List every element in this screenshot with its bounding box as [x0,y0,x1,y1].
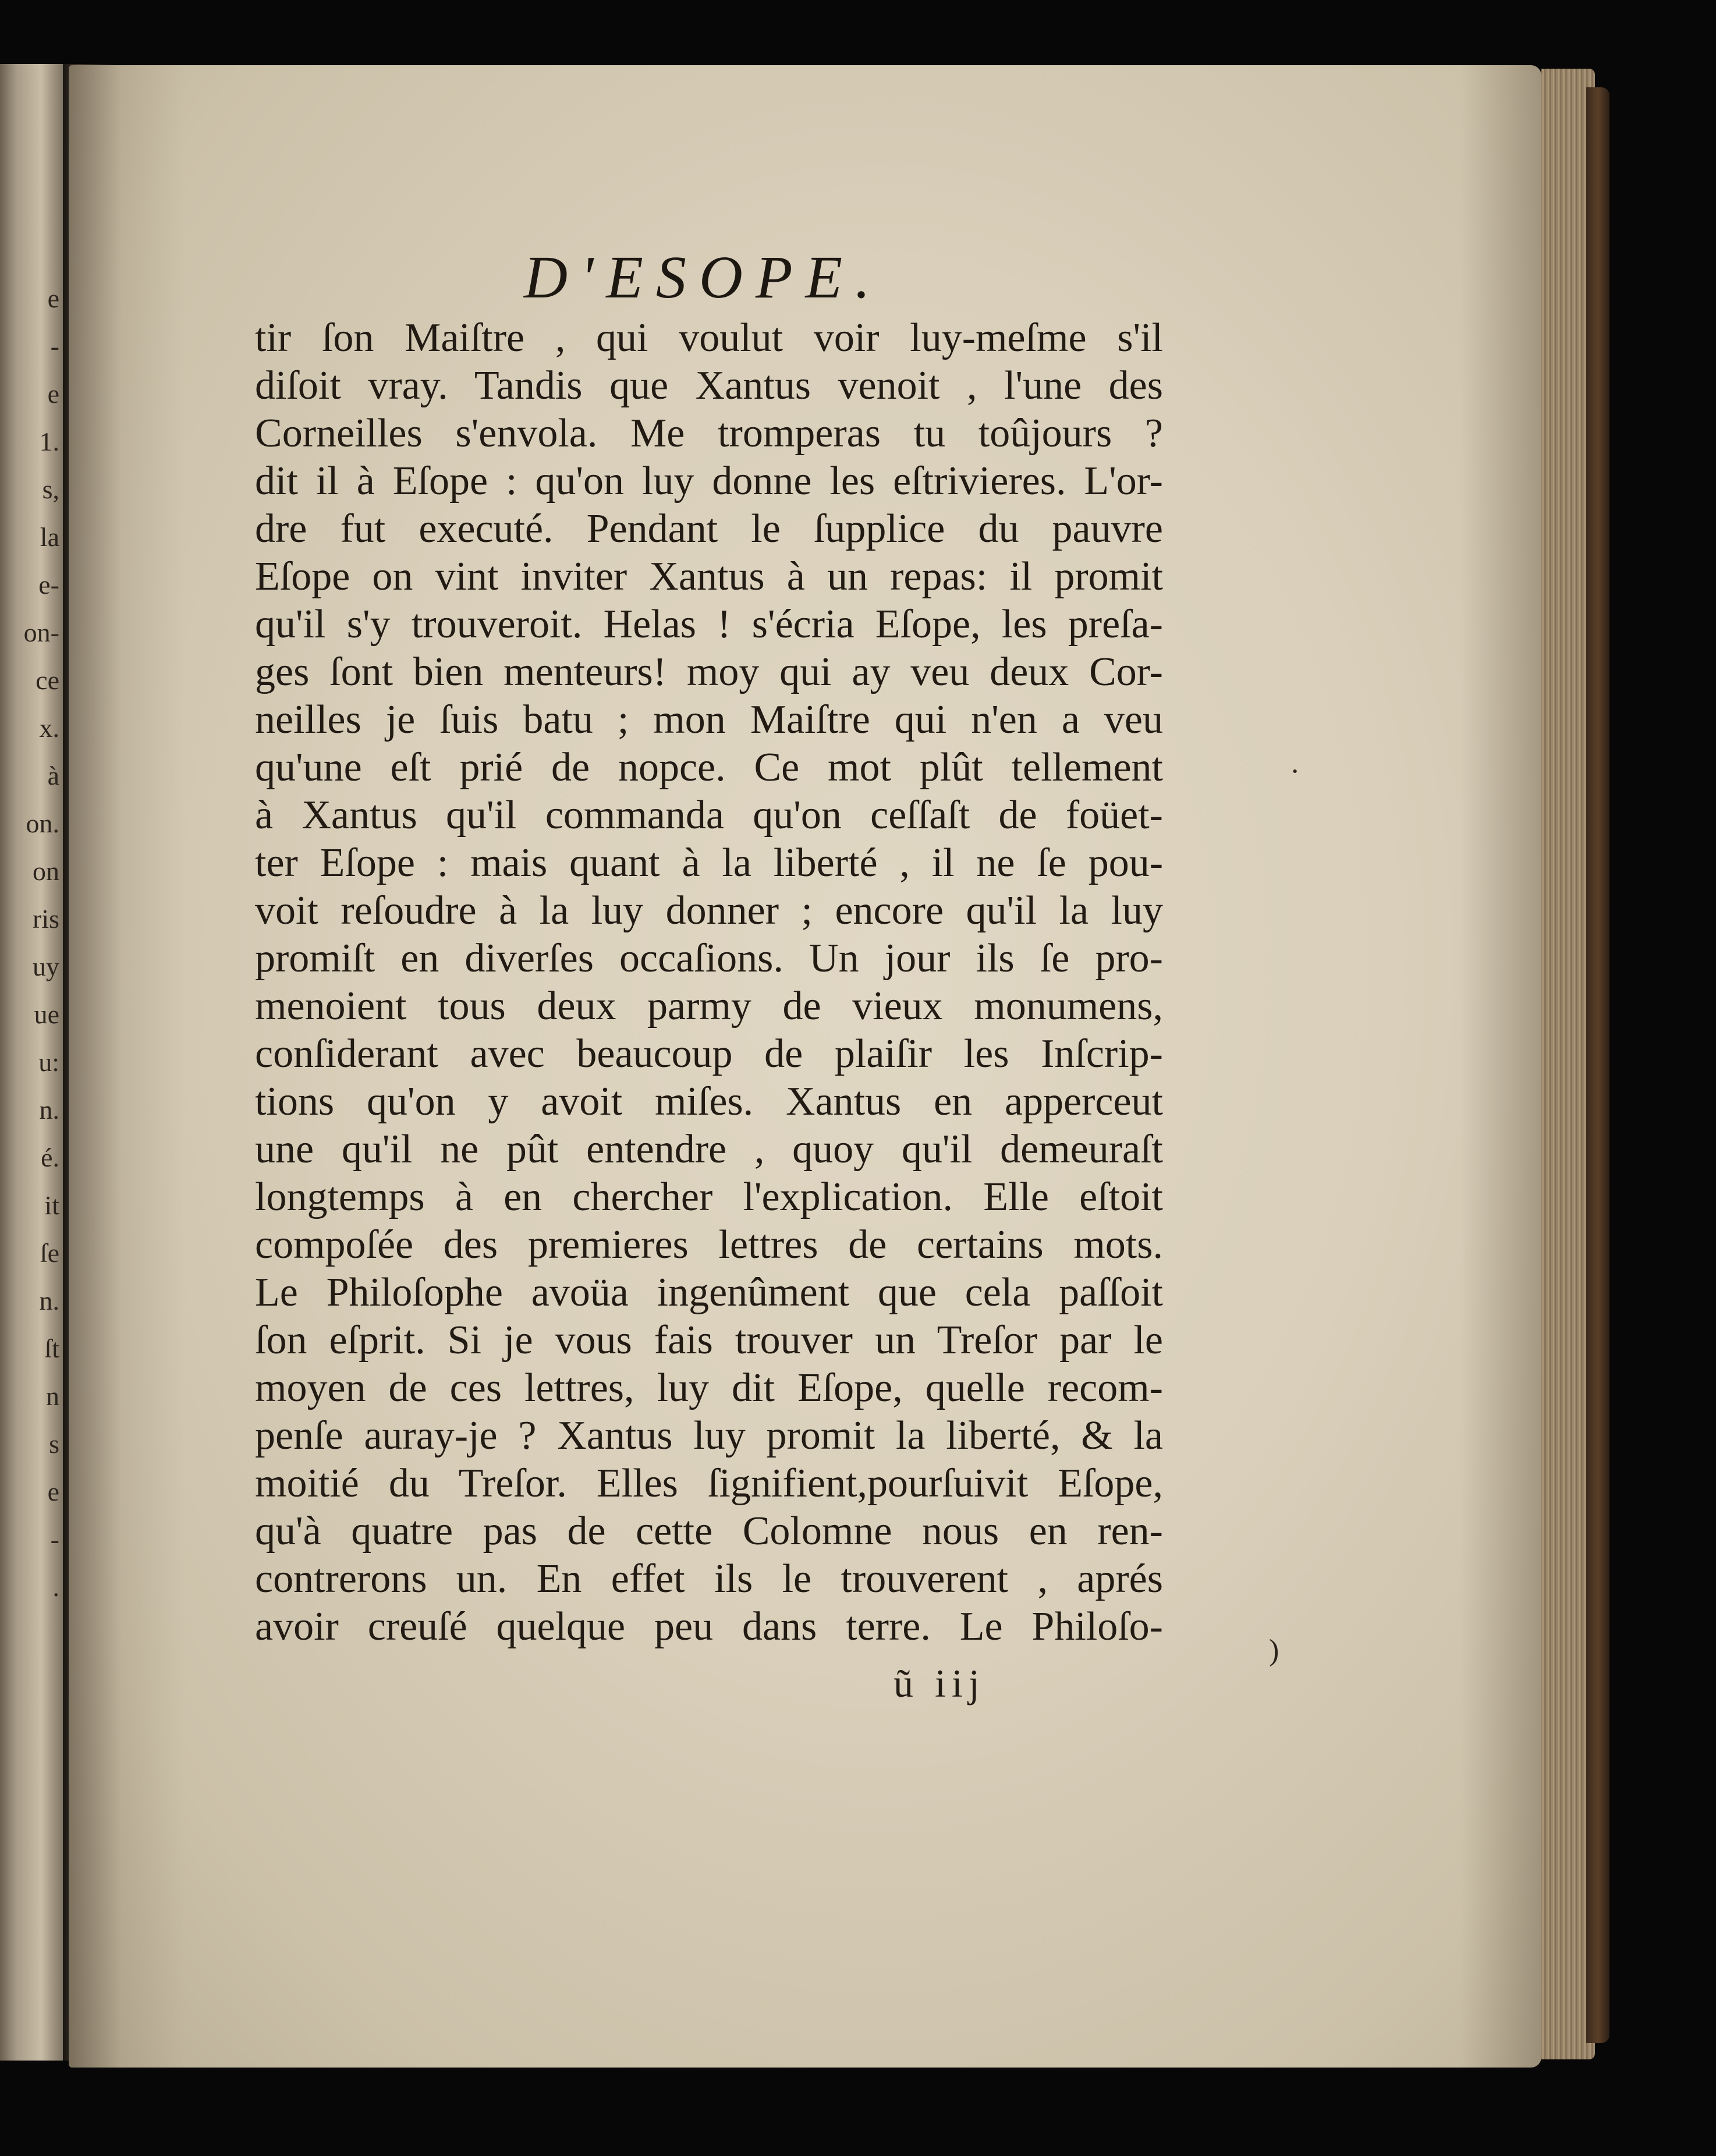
previous-page-fragment: 1. [39,427,59,456]
text-line: diſoit vray. Tandis que Xantus venoit , l'une des [255,363,1163,408]
text-line: penſe auray-je ? Xantus luy promit la liberté, & la [255,1413,1163,1458]
text-line: contrerons un. En effet ils le trouverent , aprés [255,1556,1163,1601]
text-line: une qu'il ne pût entendre , quoy qu'il demeuraſt [255,1127,1163,1172]
text-line: Eſope on vint inviter Xantus à un repas: il promit [255,554,1163,599]
text-line: longtemps à en chercher l'explication. Elle eſtoit [255,1175,1163,1219]
text-line: promiſt en diverſes occaſions. Un jour ils ſe pro- [255,936,1163,981]
previous-page-fragment: on [33,856,59,886]
text-line: dit il à Eſope : qu'on luy donne les eſtrivieres. L'or- [255,459,1163,503]
previous-page-fragment: it [44,1190,59,1220]
text-line: qu'à quatre pas de cette Colomne nous en ren- [255,1509,1163,1554]
text-line: avoir creuſé quelque peu dans terre. Le Philoſo- [255,1604,1163,1649]
text-line: qu'une eſt prié de nopce. Ce mot plût tellement [255,745,1163,790]
previous-page-fragment: ſe [40,1238,59,1268]
text-line: ges ſont bien menteurs! moy qui ay veu deux Cor- [255,650,1163,694]
previous-page-fragment: on- [23,618,59,647]
previous-page-fragment: - [50,331,59,361]
text-line: ſon eſprit. Si je vous fais trouver un Treſor par le [255,1318,1163,1363]
previous-page-fragment: n. [39,1286,59,1315]
previous-page-fragment: . [52,1572,59,1602]
previous-page-fragment: x. [39,713,59,743]
text-line: moyen de ces lettres, luy dit Eſope, quelle recom- [255,1366,1163,1410]
text-line: tir ſon Maiſtre , qui voulut voir luy-meſme s'il [255,315,1163,360]
text-line: compoſée des premieres lettres de certains mots. [255,1222,1163,1267]
signature-mark: ũ iij [894,1661,985,1705]
text-line: menoient tous deux parmy de vieux monumens, [255,984,1163,1029]
text-line: ter Eſope : mais quant à la liberté , il ne ſe pou- [255,841,1163,885]
text-line: Le Philoſophe avoüa ingenûment que cela paſſoit [255,1270,1163,1315]
previous-page-fragment: ris [33,904,59,934]
text-line: à Xantus qu'il commanda qu'on ceſſaſt de foüet- [255,793,1163,838]
previous-page-fragment: ue [34,999,59,1029]
margin-mark: ) [1269,1634,1279,1667]
text-line: conſiderant avec beaucoup de plaiſir les Inſcrip- [255,1031,1163,1076]
previous-page-fragment: on. [26,808,59,838]
previous-page-fragment: uy [33,952,59,981]
previous-page-fragment: s, [42,474,59,504]
previous-page-edge [0,64,69,2061]
text-line: dre fut executé. Pendant le ſupplice du pauvre [255,506,1163,551]
previous-page-fragment: à [47,761,59,790]
previous-page-fragment: e [47,283,59,313]
text-line: moitié du Treſor. Elles ſignifient,pourſuivit Eſope, [255,1461,1163,1506]
previous-page-fragment: s [49,1429,59,1459]
previous-page-fragment: e [47,1477,59,1506]
body-text [255,314,1163,1651]
previous-page-fragment: la [40,522,59,552]
previous-page-fragment: e- [38,570,59,600]
previous-page-fragment: n [46,1381,59,1411]
book-cover-edge [1586,87,1609,2043]
previous-page-fragment: - [50,1524,59,1554]
text-line: qu'il s'y trouveroit. Helas ! s'écria Eſope, les preſa- [255,602,1163,647]
text-line: Corneilles s'envola. Me tromperas tu toûjours ? [255,411,1163,456]
previous-page-fragment: ce [36,665,59,695]
previous-page-fragment: ſt [44,1334,59,1363]
running-head: D'ESOPE. [524,244,884,311]
previous-page-fragment: n. [39,1095,59,1125]
text-line: voit reſoudre à la luy donner ; encore qu'il la luy [255,888,1163,933]
previous-page-fragment: u: [38,1047,59,1077]
text-line: tions qu'on y avoit miſes. Xantus en apperceut [255,1079,1163,1124]
text-line: neilles je ſuis batu ; mon Maiſtre qui n'en a veu [255,697,1163,742]
margin-mark: · [1290,755,1300,788]
previous-page-fragment: e [47,379,59,409]
previous-page-fragment: é. [41,1143,59,1172]
